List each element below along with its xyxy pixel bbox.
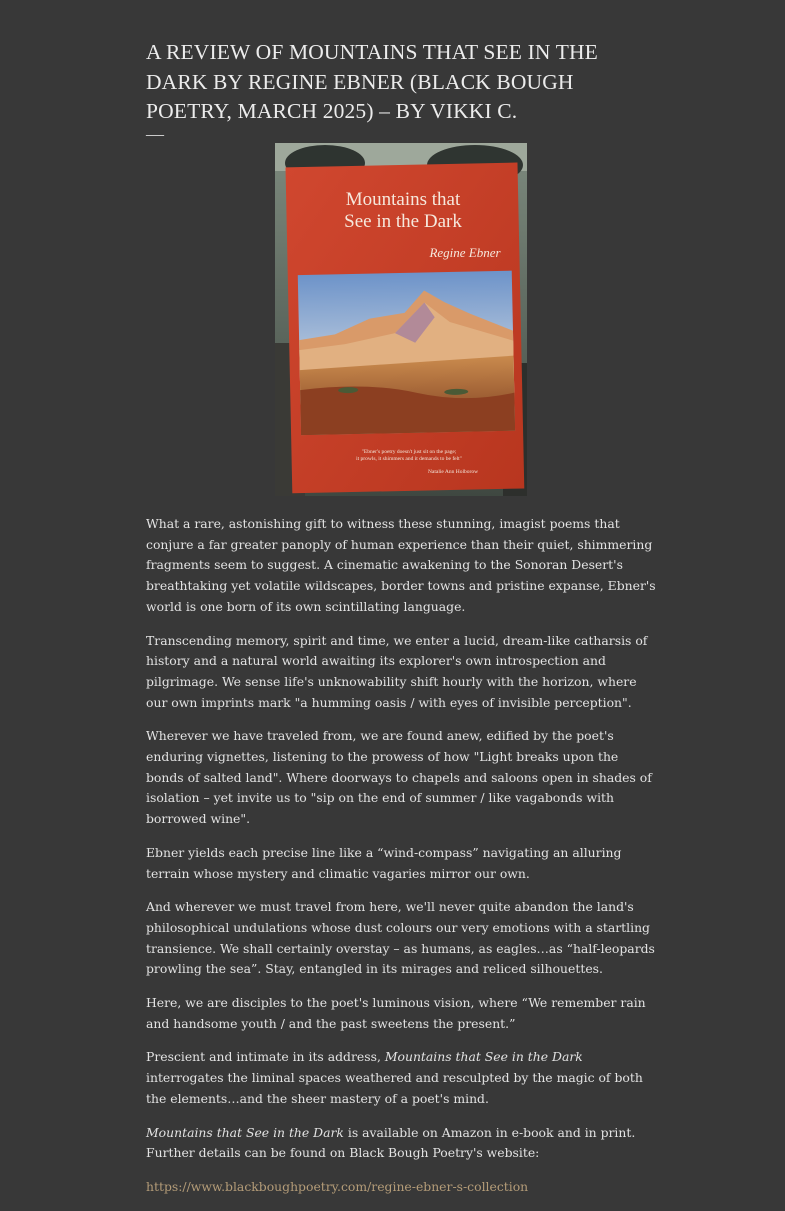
cover-quote-line2: it prowls, it shimmers and it demands to be felt" [356, 456, 462, 462]
article-title: A REVIEW OF MOUNTAINS THAT SEE IN THE DARK BY REGINE EBNER (BLACK BOUGH POETRY, MARCH 2025) – BY VIKKI C. [146, 40, 598, 123]
cover-title-line2: See in the Dark [344, 211, 462, 232]
paragraph-7-rest: interrogates the liminal spaces weathered and resculpted by the magic of both the elements…and the sheer mastery of a poet's mind. [146, 1070, 643, 1106]
paragraph-6: Here, we are disciples to the poet's luminous vision, where “We remember rain and handsome youth / and the past sweetens the present.” [146, 995, 646, 1031]
paragraph-3: Wherever we have traveled from, we are found anew, edified by the poet's enduring vignettes, listening to the prowess of how "Light breaks upon the bonds of salted land". Where doorways to chapels and saloons open in shades of isolation – yet invite us to "sip on the end of summer / like vagabonds with borrowed wine". [146, 728, 652, 827]
article [146, 38, 658, 1194]
title-dash: — [146, 123, 164, 144]
book-title-italic: Mountains that See in the Dark [384, 1049, 583, 1065]
paragraph-5: And wherever we must travel from here, we'll never quite abandon the land's philosophical undulations whose dust colours our very emotions with a startling transience. We shall certainly overstay – as humans, as eagles…as “half-leopards prowling the sea”. Stay, entangled in its mirages and reliced silhouettes. [146, 899, 655, 977]
cover-author: Regine Ebner [429, 245, 501, 260]
paragraph-2: Transcending memory, spirit and time, we enter a lucid, dream-like catharsis of history and a natural world awaiting its explorer's own introspection and pilgrimage. We sense life's unknowability shift hourly with the horizon, where our own imprints mark "a humming oasis / with eyes of invisible perception". [146, 632, 648, 710]
paragraph-8-rest: is available on Amazon in e-book and in print. Further details can be found on Black Bough Poetry's website: [146, 1124, 636, 1161]
cover-quote-author: Natalie Ann Holborow [427, 469, 479, 475]
paragraph-7-lead: Prescient and intimate in its address, [146, 1049, 385, 1065]
collection-link[interactable]: https://www.blackboughpoetry.com/regine-ebner-s-collection [146, 1178, 529, 1194]
paragraph-7 [146, 1047, 658, 1109]
cover-title-line1: Mountains that [345, 189, 461, 210]
paragraph-1: What a rare, astonishing gift to witness these stunning, imagist poems that conjure a far greater panoply of human experience than their quiet, shimmering fragments seem to suggest. A cinematic awakening to the Sonoran Desert's breathtaking yet volatile wildscapes, border towns and pristine expanse, Ebner's world is one born of its own scintillating language. [146, 516, 656, 614]
paragraph-4: Ebner yields each precise line like a “wind-compass” navigating an alluring terrain whose mystery and climatic vagaries mirror our own. [146, 844, 622, 881]
article-body [146, 514, 658, 1211]
paragraph-8 [146, 1123, 658, 1164]
cover-quote-line1: "Ebner's poetry doesn't just sit on the page; [361, 449, 457, 455]
book-cover-image [275, 143, 527, 496]
book-title-italic: Mountains that See in the Dark [146, 1124, 344, 1140]
link-paragraph [146, 1177, 658, 1198]
